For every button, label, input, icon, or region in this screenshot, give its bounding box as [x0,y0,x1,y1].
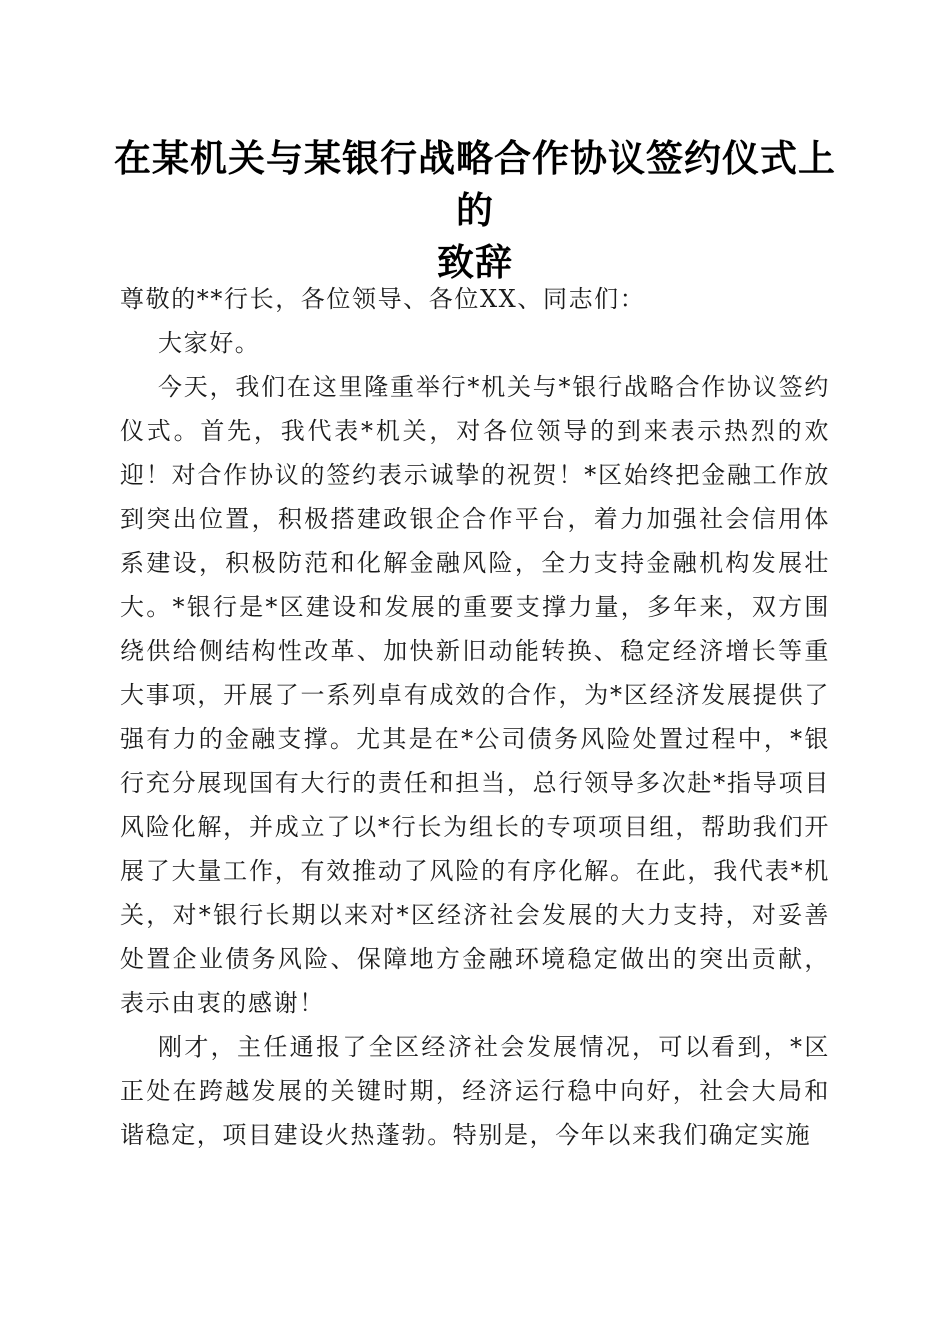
body-paragraph-1: 今天，我们在这里隆重举行*机关与*银行战略合作协议签约仪式。首先，我代表*机关，对各位领导的到来表示热烈的欢迎！对合作协议的签约表示诚挚的祝贺！*区始终把金融工作放到突出位置，积极搭建政银企合作平台，着力加强社会信用体系建设，积极防范和化解金融风险，全力支持金融机构发展壮大。*银行是*区建设和发展的重要支撑力量，多年来，双方围绕供给侧结构性改革、加快新旧动能转换、稳定经济增长等重大事项，开展了一系列卓有成效的合作，为*区经济发展提供了强有力的金融支撑。尤其是在*公司债务风险处置过程中，*银行充分展现国有大行的责任和担当，总行领导多次赴*指导项目风险化解，并成立了以*行长为组长的专项项目组，帮助我们开展了大量工作，有效推动了风险的有序化解。在此，我代表*机关，对*银行长期以来对*区经济社会发展的大力支持，对妥善处置企业债务风险、保障地方金融环境稳定做出的突出贡献，表示由衷的感谢！ [120,373,830,1017]
body-paragraph-2: 刚才，主任通报了全区经济社会发展情况，可以看到，*区正处在跨越发展的关键时期，经济运行稳中向好，社会大局和谐稳定，项目建设火热蓬勃。特别是，今年以来我们确定实施 [120,1033,830,1149]
document-title [100,132,850,288]
title-line-1: 在某机关与某银行战略合作协议签约仪式上的 [114,136,836,232]
salutation: 尊敬的**行长，各位领导、各位XX、同志们： [120,285,646,313]
document-body [120,277,830,1157]
greeting: 大家好。 [158,329,261,357]
title-line-2: 致辞 [437,240,513,284]
